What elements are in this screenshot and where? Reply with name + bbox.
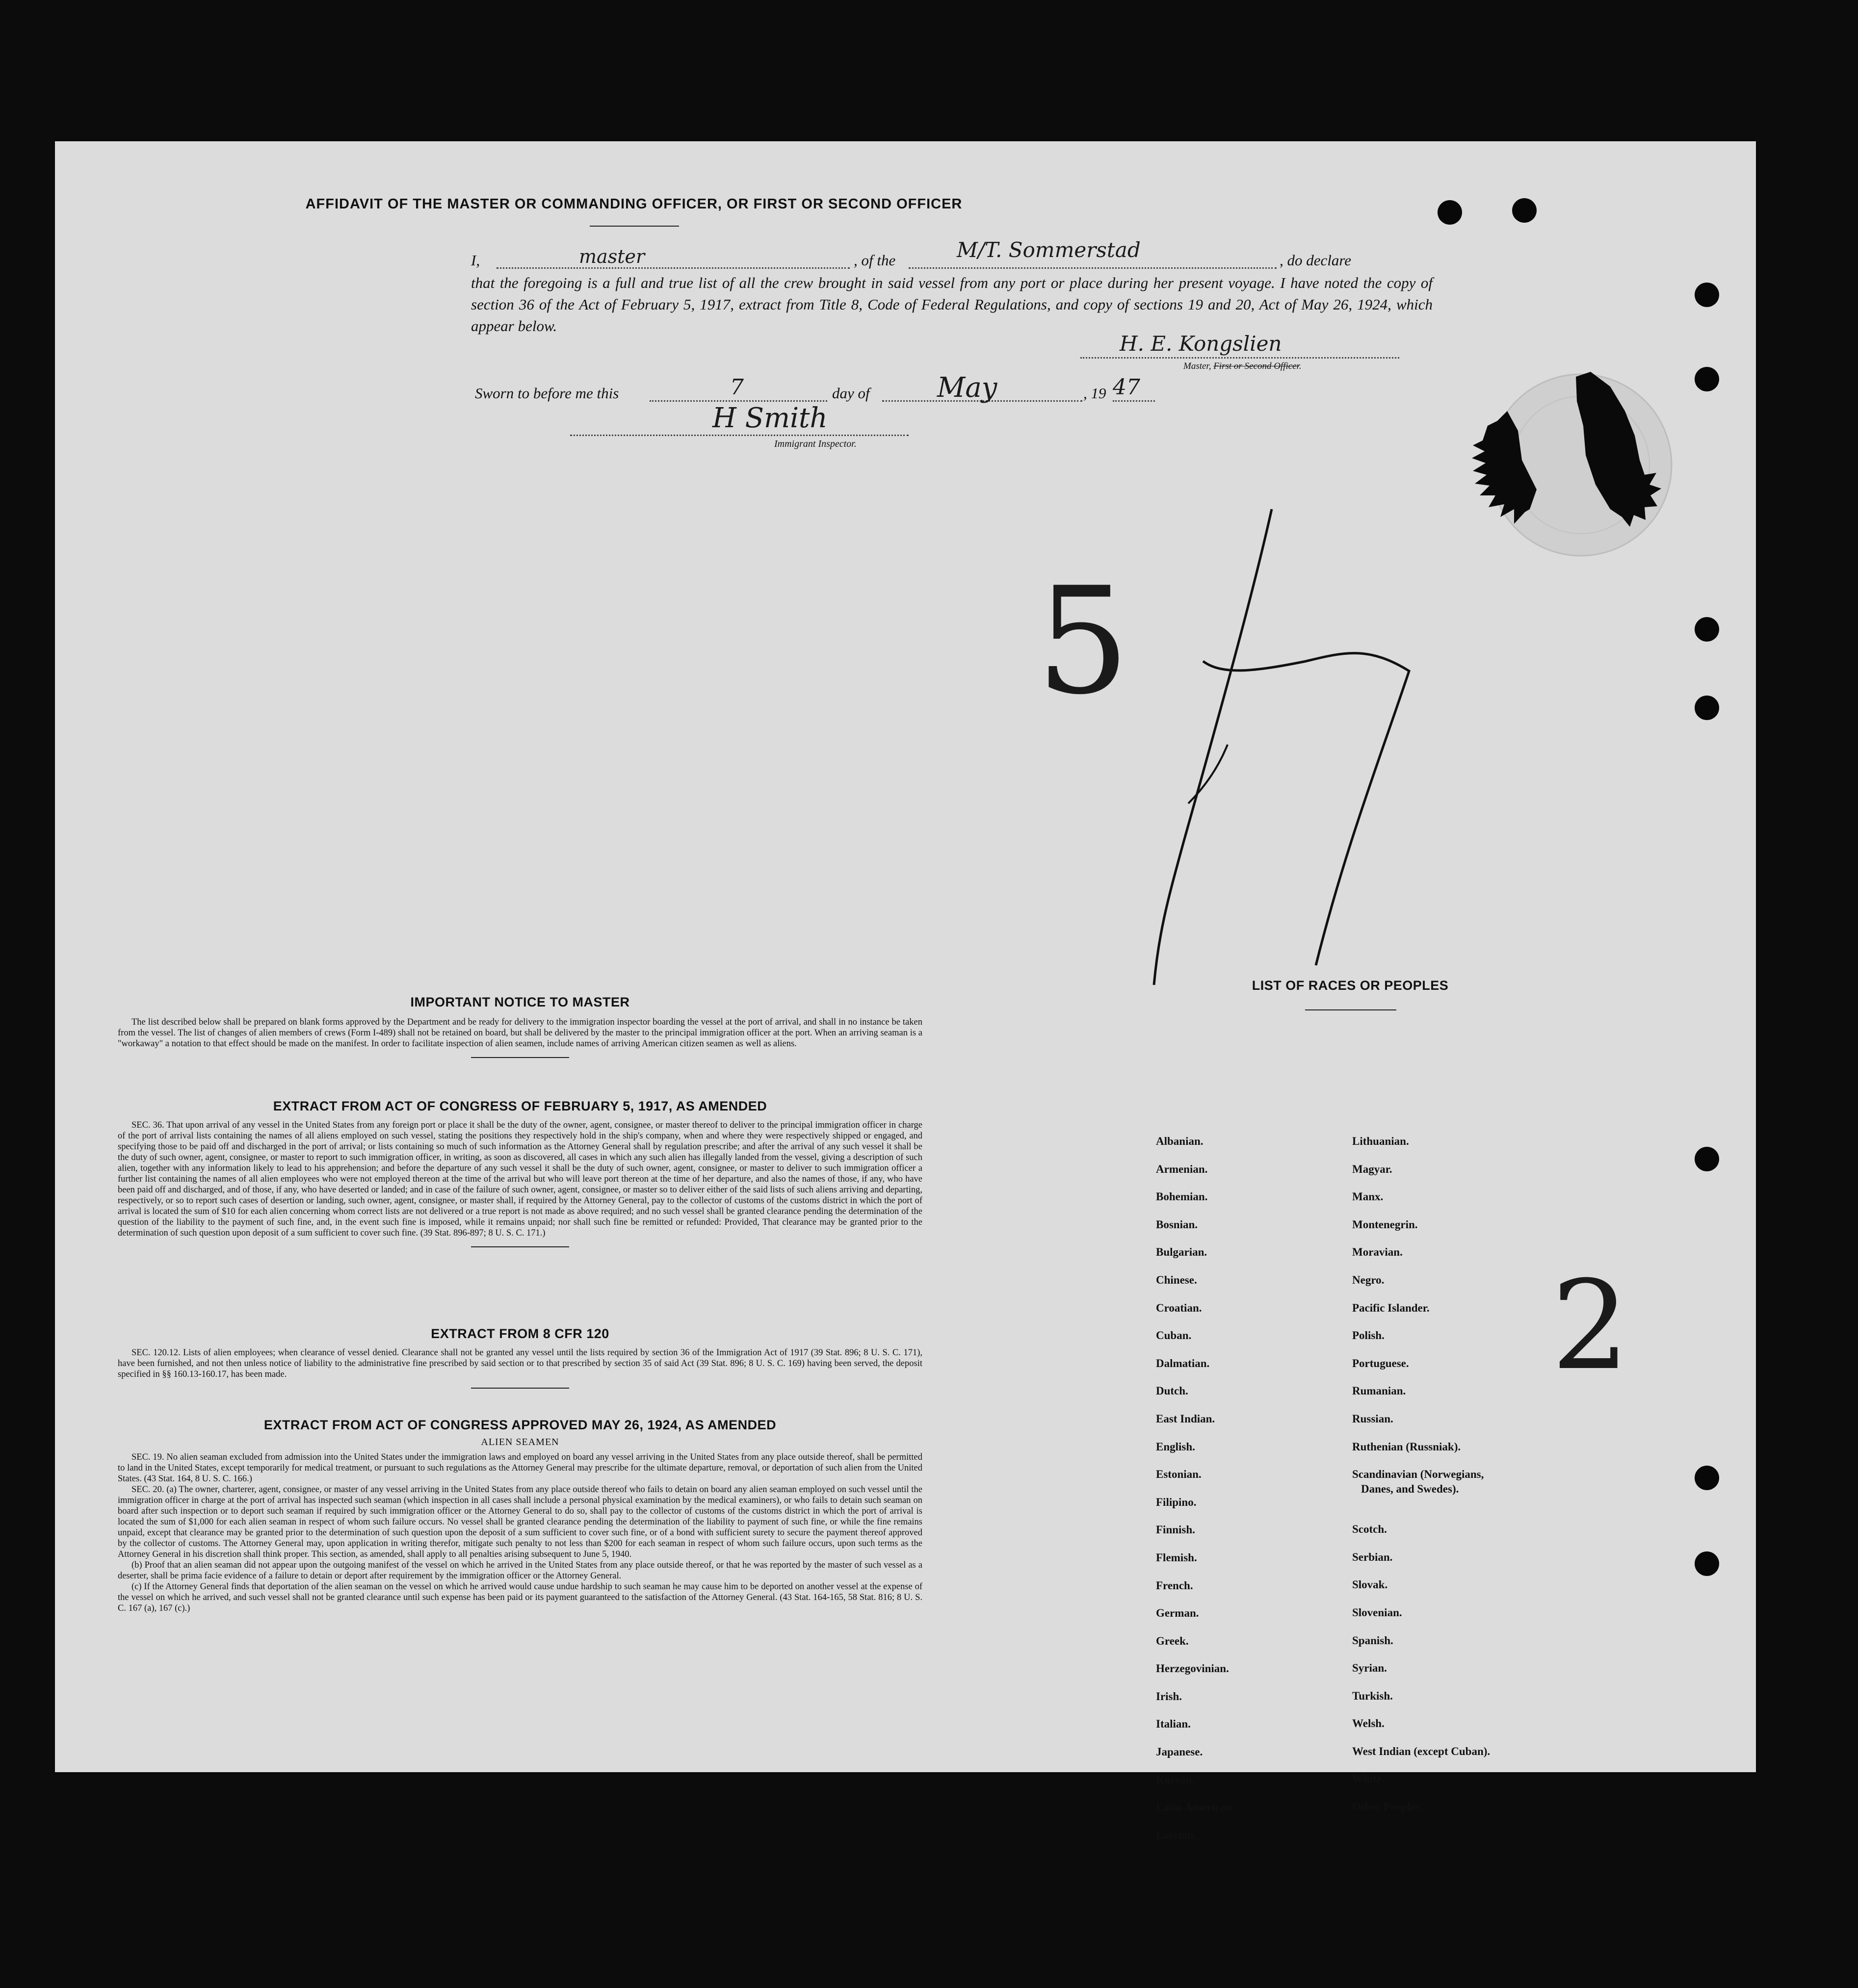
race-item-label: Estonian. (1156, 1468, 1202, 1481)
race-item (1352, 1357, 1490, 1385)
race-item-label: English. (1156, 1440, 1195, 1453)
race-item-label: Bohemian. (1156, 1190, 1208, 1203)
race-item (1156, 1190, 1235, 1218)
notice-title: IMPORTANT NOTICE TO MASTER (410, 995, 630, 1009)
affidavit-title: AFFIDAVIT OF THE MASTER OR COMMANDING OFFICER, OR FIRST OR SECOND OFFICER (305, 196, 963, 212)
race-item (1156, 1329, 1235, 1357)
race-item (1156, 1579, 1235, 1607)
master-signature: H. E. Kongslien (1120, 332, 1282, 356)
title-divider (590, 226, 679, 227)
race-item (1352, 1690, 1490, 1718)
race-item (1352, 1218, 1490, 1246)
extract-1924-section (118, 1418, 922, 1614)
struck-officer-label: First or Second Officer (1213, 361, 1299, 371)
extract-1917-title: EXTRACT FROM ACT OF CONGRESS OF FEBRUARY 5, 1917, AS AMENDED (273, 1099, 767, 1113)
declaration-first-line (471, 238, 1433, 271)
race-item (1156, 1441, 1235, 1469)
fraction-numerator: 5 (1036, 556, 1130, 727)
race-item (1156, 1357, 1235, 1385)
inspector-signature-line (570, 435, 909, 436)
race-item-label: Welsh. (1352, 1717, 1385, 1730)
extract-1924-subtitle: ALIEN SEAMEN (481, 1437, 559, 1447)
extract-1924-title: EXTRACT FROM ACT OF CONGRESS APPROVED MAY 26, 1924, AS AMENDED (263, 1418, 777, 1432)
race-item-label: Magyar. (1352, 1162, 1392, 1175)
master-label-row: Master, First or Second Officer. (1183, 361, 1302, 371)
race-item-label: Italian. (1156, 1718, 1191, 1730)
punch-hole (1438, 200, 1462, 225)
race-item-label: Ruthenian (Russniak). (1352, 1440, 1461, 1453)
race-item-label: East Indian. (1156, 1412, 1215, 1425)
extract-cfr-text: SEC. 120.12. Lists of alien employees; when clearance of vessel denied. Clearance shall not be granted any vessel until the lists required by section 36 of the Immigration Act of 1917 (39 Stat. 896; 8 U. S. C. 171), have been furnished, and not then unless notice of liability to the administrative fine prescribed by said section or to that prescribed by section 35 of said Act (39 Stat. 896; 8 U. S. C. 169) having been served, the deposit specified in §§ 160.13-160.17, has been made. (118, 1348, 922, 1379)
day-of-label: day of (832, 385, 870, 402)
master-signature-line (1080, 357, 1399, 359)
race-item-label: Greek. (1156, 1634, 1189, 1647)
race-item-label: German. (1156, 1607, 1199, 1620)
extract-1924-sec20a: SEC. 20. (a) The owner, charterer, agent, consignee, or master of any vessel arriving in the United States from any place outside thereof who fails to detain on board any alien seaman employed on such vessel until the immigration officer in charge at the port of arrival has inspected such seaman (which inspection in all cases shall include a personal physical examination by the medical examiners), or who fails to detain such seaman on board after such inspection or to deport such seaman if required by such immigration officer or the Attorney General to do so, shall pay to the collector of customs of the customs district in which the port of arrival is located the sum of $1,000 for each alien seaman in respect of whom such failure occurs. No vessel shall be granted clearance pending the determination of the liability to payment of such fine, or while the fine remains unpaid, except that clearance may be granted prior to the determination of such question upon the deposit of a sum sufficient to cover such fine, or of a bond with sufficient surety to secure the payment thereof approved by the collector of customs. The Attorney General may, upon application in writing therefor, mitigate such penalty to not less than $200 for each seaman in respect of whom such failure occurs, upon such terms as the Attorney General in his discretion shall think proper. This section, as amended, shall apply to all penalties arising subsequent to June 5, 1940. (118, 1485, 922, 1559)
fraction-denominator-stroke (1183, 642, 1439, 985)
race-item (1352, 1135, 1490, 1163)
vessel-handwriting: M/T. Sommerstad (957, 238, 1141, 262)
race-item (1156, 1551, 1235, 1579)
inspector-label: Immigrant Inspector. (774, 439, 857, 449)
race-item-label: Portuguese. (1352, 1357, 1409, 1369)
inspector-signature: H Smith (712, 402, 828, 434)
extract-1924-sec19: SEC. 19. No alien seaman excluded from admission into the United States under the immigration laws and employed on board any vessel arriving in the United States from any place outside thereof, shall be permitted to land in the United States, except temporarily for medical treatment, or pursuant to such regulations as the Attorney General may prescribe for the ultimate departure, removal, or deportation of such alien from the United States. (43 Stat. 164, 8 U. S. C. 166.) (118, 1452, 922, 1484)
do-declare-label: , do declare (1280, 252, 1352, 269)
page-number-mark: 2 (1551, 1254, 1630, 1397)
race-item-label: Bulgarian. (1156, 1246, 1207, 1259)
race-item-label: Serbian. (1352, 1550, 1393, 1563)
sworn-day: 7 (730, 375, 744, 400)
extract-1924-sec20b: (b) Proof that an alien seaman did not appear upon the outgoing manifest of the vessel on which he arrived in the United States from any place outside thereof, or that he was reported by the master of such vessel as a deserter, shall be prima facie evidence of a failure to detain or deport after requirement by the immigration officer or the Attorney General. (118, 1560, 922, 1581)
race-item-label: Scotch. (1352, 1523, 1387, 1536)
race-item (1352, 1801, 1490, 1829)
punch-hole (1695, 696, 1719, 720)
race-item-label: Albanian. (1156, 1135, 1204, 1147)
punch-hole (1695, 367, 1719, 391)
sworn-year-field (1113, 385, 1155, 402)
race-item (1156, 1607, 1235, 1635)
race-item (1156, 1413, 1235, 1441)
race-item (1352, 1329, 1490, 1357)
extract-1917-section (118, 1099, 922, 1247)
race-item (1352, 1274, 1490, 1302)
race-item-label: Lithuanian. (1352, 1135, 1409, 1147)
race-item (1352, 1413, 1490, 1441)
punch-hole (1695, 1551, 1719, 1576)
of-the-label: , of the (854, 252, 896, 269)
race-item (1156, 1523, 1235, 1551)
rank-handwriting: master (579, 246, 645, 267)
sworn-row (475, 372, 1240, 404)
race-item (1156, 1635, 1235, 1663)
punch-hole (1695, 617, 1719, 642)
race-item-label: Negro. (1352, 1273, 1385, 1286)
race-item-label: Pacific Islander. (1352, 1301, 1430, 1314)
race-item (1352, 1662, 1490, 1690)
races-column-left (1156, 1135, 1235, 1857)
race-item (1352, 1551, 1490, 1579)
extract-1924-sec20c: (c) If the Attorney General finds that deportation of the alien seaman on the vessel on which he arrived would cause undue hardship to such seaman he may cause him to be deported on another vessel at the expense of the vessel on which he arrived, and such vessel shall not be granted clearance until such expense has been paid or its payment guaranteed to the satisfaction of the Attorney General. (43 Stat. 164-165, 58 Stat. 816; 8 U. S. C. 167 (a), 167 (c).) (118, 1582, 922, 1613)
race-item-label: Croatian. (1156, 1301, 1202, 1314)
race-item-label: Chinese. (1156, 1273, 1197, 1286)
race-item (1156, 1246, 1235, 1274)
race-item (1156, 1718, 1235, 1746)
race-item (1156, 1385, 1235, 1413)
race-item-label: French. (1156, 1579, 1193, 1592)
race-item (1156, 1468, 1235, 1496)
race-item-label: Finnish. (1156, 1523, 1195, 1536)
race-item-label: Latin American. (1156, 1801, 1235, 1814)
race-item-label: Irish. (1156, 1690, 1182, 1703)
race-item-label: White. (1352, 1773, 1385, 1785)
race-item (1352, 1773, 1490, 1801)
race-item-label: Filipino. (1156, 1496, 1197, 1508)
races-title: LIST OF RACES OR PEOPLES (1252, 978, 1449, 993)
race-item-label: Armenian. (1156, 1162, 1208, 1175)
race-item (1352, 1606, 1490, 1634)
extract-cfr-section (118, 1326, 922, 1389)
fraction-denominator (1282, 730, 1294, 752)
race-item (1352, 1246, 1490, 1274)
race-item-label: Manx. (1352, 1190, 1384, 1203)
document-page (55, 141, 1756, 1841)
punch-hole (1512, 198, 1537, 223)
race-item-label: Scandinavian (Norwegians, (1352, 1468, 1484, 1481)
race-item-label: Dalmatian. (1156, 1357, 1210, 1369)
race-item-label: Spanish. (1352, 1634, 1393, 1647)
race-item-label: Turkish. (1352, 1689, 1393, 1702)
race-item (1156, 1218, 1235, 1246)
race-item (1156, 1829, 1235, 1857)
race-item (1352, 1745, 1490, 1773)
race-item (1352, 1385, 1490, 1413)
race-item-label: Other Peoples. (1352, 1801, 1423, 1813)
race-item-label: Syrian. (1352, 1662, 1387, 1675)
race-item (1352, 1302, 1490, 1330)
race-item (1352, 1190, 1490, 1218)
race-item-label: Japanese. (1156, 1746, 1203, 1758)
race-item-label: Korean. (1156, 1773, 1195, 1786)
races-divider (1305, 1009, 1396, 1010)
notice-column (118, 995, 922, 1058)
race-item (1156, 1496, 1235, 1524)
race-item (1156, 1774, 1235, 1802)
race-item-label: Rumanian. (1352, 1385, 1406, 1397)
race-item-label: Cuban. (1156, 1329, 1192, 1342)
race-item-label: Flemish. (1156, 1551, 1197, 1564)
race-item-label: Moravian. (1352, 1246, 1403, 1259)
race-item (1352, 1163, 1490, 1191)
race-item (1352, 1468, 1490, 1483)
race-item (1156, 1135, 1235, 1163)
punch-hole (1695, 283, 1719, 307)
divider (471, 1057, 569, 1058)
divider (471, 1246, 569, 1247)
seal-stamp (1463, 362, 1689, 568)
year-prefix: , 19 (1083, 385, 1106, 402)
sworn-label: Sworn to before me this (475, 385, 619, 402)
race-item-label: Latvian. (1156, 1829, 1197, 1841)
declaration-text: that the foregoing is a full and true list of all the crew brought in said vessel from any port or place during her present voyage. I have noted the copy of section 36 of the Act of February 5, 1917, extract from Title 8, Code of Federal Regulations, and copy of sections 19 and 20, Act of May 26, 1924, which appear below. (471, 274, 1433, 335)
rank-field (497, 252, 850, 269)
race-item (1352, 1483, 1490, 1523)
race-item (1352, 1578, 1490, 1606)
race-item (1156, 1302, 1235, 1330)
races-column-right (1352, 1135, 1490, 1829)
master-label: Master, (1183, 361, 1211, 371)
race-item-label: Slovak. (1352, 1578, 1388, 1591)
race-item (1156, 1662, 1235, 1690)
notice-text: The list described below shall be prepared on blank forms approved by the Department and be ready for delivery to the immigration inspector boarding the vessel at the port of arrival, and shall in no instance be taken from the vessel. The list of changes of alien members of crews (Form I-489) shall not be retained on board, but shall be delivered by the master to the principal immigration officer at the port. When an arriving seaman is a "workaway" a notation to that effect should be made on the manifest. In order to facilitate inspection of alien seamen, include names of arriving American citizen seamen as well as aliens. (118, 1017, 922, 1049)
extract-1917-text: SEC. 36. That upon arrival of any vessel in the United States from any foreign port or place it shall be the duty of the owner, agent, consignee, or master thereof to deliver to the principal immigration officer in charge of the port of arrival lists containing the names of all aliens employed on such vessel, stating the positions they respectively hold in the ship's company, when and where they were respectively shipped or engaged, and specifying those to be paid off and discharged in the port of arrival; or lists containing so much of such information as the Attorney General shall by regulation prescribe; and after the arrival of any such vessel it shall be the duty of such owner, agent, consignee, or master to report to such immigration officer, in writing, as soon as discovered, all cases in which any such alien has illegally landed from the vessel, giving a description of such alien, together with any information likely to lead to his apprehension; and before the departure of any such vessel it shall be the duty of such owner, agent, consignee, or master to deliver to such immigration officer a further list containing the names of all alien employees who were not employed thereon at the time of the arrival but who will leave port thereon at the time of her departure, and also the names of those, if any, who have been paid off and discharged, and of those, if any, who have deserted or landed; and in case of the failure of such owner, agent, consignee, or master so to deliver either of the said lists of such aliens arriving and departing, respectively, or so to report such cases of desertion or landing, such owner, agent, consignee, or master shall, if required by the Attorney General, pay to the collector of customs of the customs district in which the port of arrival is located the sum of $10 for each alien concerning whom correct lists are not delivered or a true report is not made as above required; and no such vessel shall be granted clearance pending the determination of the question of the liability to the payment of such fine, and, in the event such fine is imposed, while it remains unpaid; nor shall such fine be remitted or refunded: Provided, That clearance may be granted prior to the determination of such question upon deposit of a sum sufficient to cover such fine. (39 Stat. 896-897; 8 U. S. C. 171.) (118, 1120, 922, 1238)
race-item (1352, 1441, 1490, 1469)
punch-hole (1695, 1147, 1719, 1171)
i-label: I, (471, 252, 480, 269)
punch-hole (1695, 1466, 1719, 1490)
divider (471, 1388, 569, 1389)
sworn-month: May (937, 372, 997, 404)
race-item (1156, 1746, 1235, 1774)
race-item-label: Bosnian. (1156, 1218, 1198, 1231)
race-item-label: Polish. (1352, 1329, 1385, 1342)
race-item (1352, 1717, 1490, 1745)
race-item-label: West Indian (except Cuban). (1352, 1745, 1491, 1757)
race-item (1156, 1274, 1235, 1302)
race-item-label: Danes, and Swedes). (1361, 1483, 1459, 1496)
race-item-label: Herzegovinian. (1156, 1662, 1229, 1675)
race-item-label: Dutch. (1156, 1385, 1188, 1397)
race-item-label: Slovenian. (1352, 1606, 1402, 1619)
race-item (1352, 1634, 1490, 1662)
race-item (1352, 1523, 1490, 1551)
race-item-label: Russian. (1352, 1412, 1393, 1425)
extract-cfr-title: EXTRACT FROM 8 CFR 120 (431, 1326, 609, 1341)
race-item (1156, 1690, 1235, 1718)
sworn-year: 47 (1113, 375, 1140, 400)
race-item (1156, 1163, 1235, 1191)
race-item-label: Montenegrin. (1352, 1218, 1418, 1231)
race-item (1156, 1801, 1235, 1829)
